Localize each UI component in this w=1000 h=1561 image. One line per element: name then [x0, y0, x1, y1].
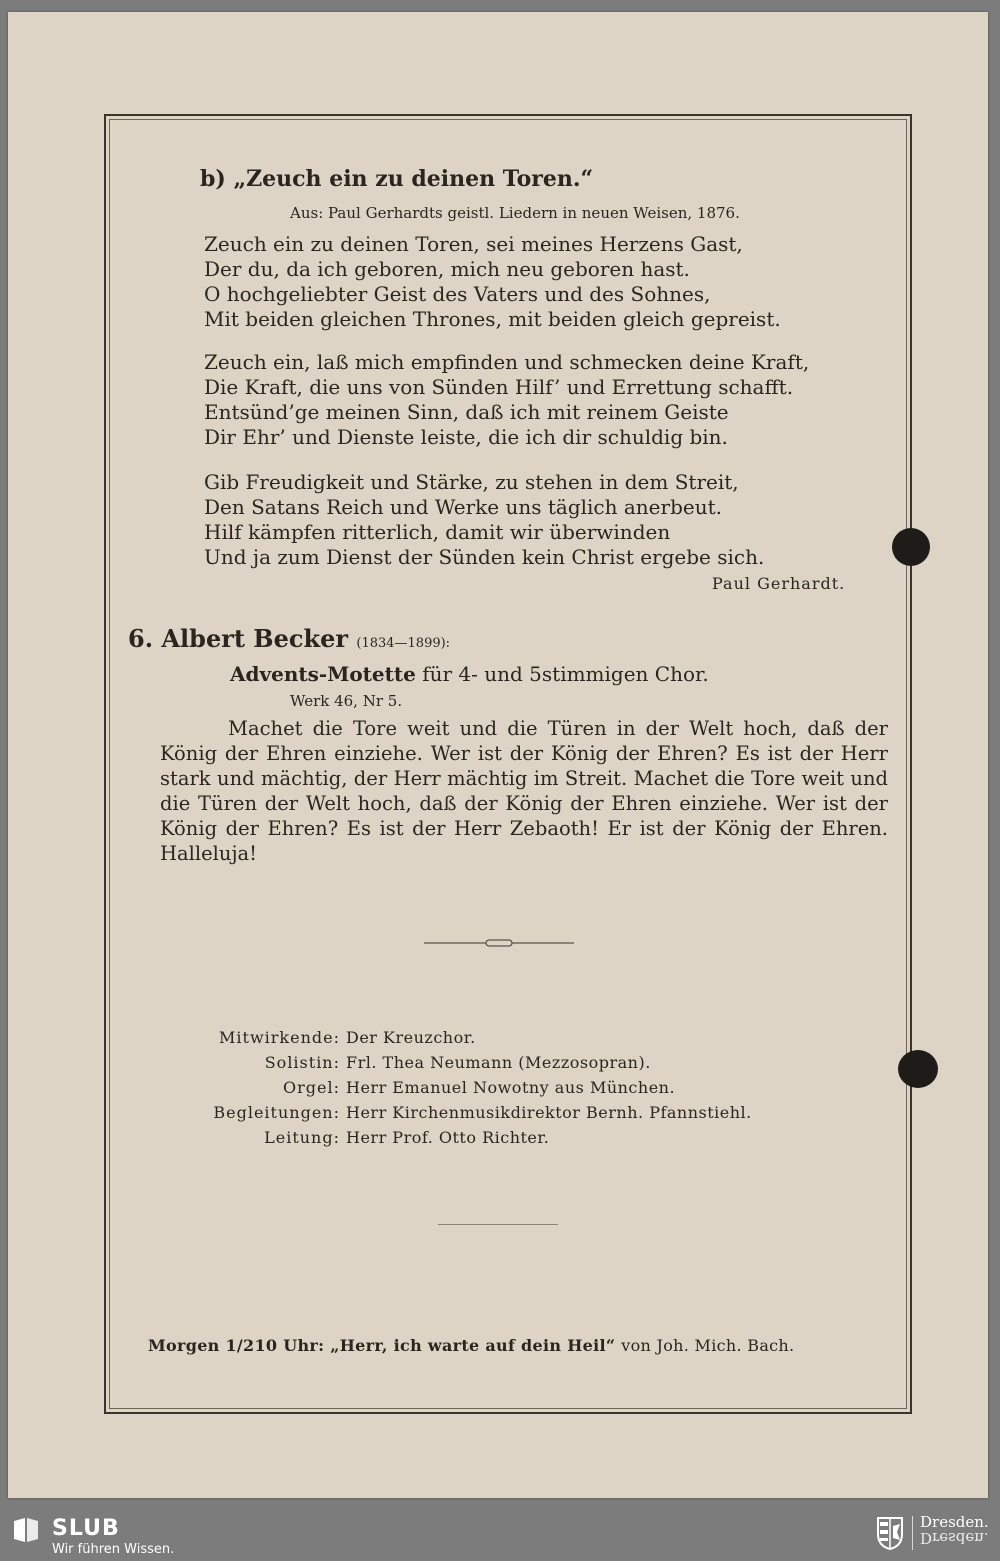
dresden-logo [920, 1514, 989, 1546]
section-b-author: Paul Gerhardt. [712, 574, 846, 593]
branding-separator [912, 1516, 913, 1550]
short-divider [438, 1224, 558, 1225]
section-b-source: Aus: Paul Gerhardts geistl. Liedern in neuen Weisen, 1876. [290, 204, 740, 222]
credit-role: Solistin: [264, 1053, 340, 1072]
binding-hole-mark [898, 1050, 938, 1088]
verse-line: Der du, da ich geboren, mich neu geboren hast. [204, 257, 690, 281]
credit-name: Der Kreuzchor. [346, 1028, 476, 1047]
branding-bar [0, 1508, 1000, 1561]
verse-line: Entsünd’ge meinen Sinn, daß ich mit reinem Geiste [204, 400, 729, 424]
verse-line: Die Kraft, die uns von Sünden Hilf’ und Errettung schafft. [204, 375, 794, 399]
credit-name: Herr Kirchenmusikdirektor Bernh. Pfannstiehl. [346, 1103, 752, 1122]
dresden-logo-reflection: Dresden. [920, 1529, 989, 1547]
credit-name: Frl. Thea Neumann (Mezzosopran). [346, 1053, 651, 1072]
verse-line: O hochgeliebter Geist des Vaters und des Sohnes, [204, 282, 711, 306]
credit-role: Orgel: [283, 1078, 340, 1097]
credit-role: Leitung: [264, 1128, 340, 1147]
section-b-title: b) „Zeuch ein zu deinen Toren.“ [200, 166, 594, 192]
credit-name: Herr Emanuel Nowotny aus München. [346, 1078, 676, 1097]
verse-line: Dir Ehr’ und Dienste leiste, die ich dir schuldig bin. [204, 425, 728, 449]
credit-role: Mitwirkende: [219, 1028, 340, 1047]
composer-heading [128, 624, 450, 653]
verse-line: Hilf kämpfen ritterlich, damit wir überwinden [204, 520, 671, 544]
section-number: 6. [128, 624, 154, 653]
verse-line: Mit beiden gleichen Thrones, mit beiden gleich gepreist. [204, 307, 781, 331]
footer-announcement [148, 1336, 794, 1355]
footer-lead: Morgen 1/210 Uhr: „Herr, ich warte auf dein Heil“ [148, 1336, 616, 1355]
dresden-logo-text: Dresden. [920, 1513, 989, 1531]
ornament-divider [424, 935, 574, 951]
motet-text: Machet die Tore weit und die Türen in der Welt hoch, daß der König der Ehren einziehe. Wer ist der König der Ehren? Es ist der Herr stark und mächtig, der Herr mächtig im Streit. Machet die Tore weit und die Türen der Welt hoch, daß der König der Ehren einziehe. Wer ist der König der Ehren? Es ist der Herr Zebaoth! Er ist der König der Ehren. Halleluja! [160, 717, 888, 865]
composer-years: (1834—1899): [356, 636, 451, 651]
book-logo-icon [12, 1516, 40, 1544]
credit-role: Begleitungen: [213, 1103, 340, 1122]
work-description: für 4- und 5stimmigen Chor. [422, 662, 709, 686]
city-crest-icon [876, 1516, 904, 1550]
work-number: Werk 46, Nr 5. [290, 692, 403, 710]
composer-name: Albert Becker [161, 624, 349, 653]
verse-line: Den Satans Reich und Werke uns täglich anerbeut. [204, 495, 722, 519]
footer-rest: von Joh. Mich. Bach. [621, 1336, 795, 1355]
work-title: Advents-Motette [230, 662, 416, 686]
verse-line: Und ja zum Dienst der Sünden kein Christ ergebe sich. [204, 545, 765, 569]
slub-tagline: Wir führen Wissen. [52, 1542, 175, 1557]
binding-hole-mark [892, 528, 930, 566]
work-title-line [230, 662, 709, 686]
verse-line: Zeuch ein zu deinen Toren, sei meines Herzens Gast, [204, 232, 743, 256]
verse-line: Gib Freudigkeit und Stärke, zu stehen in dem Streit, [204, 470, 739, 494]
credit-name: Herr Prof. Otto Richter. [346, 1128, 550, 1147]
slub-logo-text: SLUB [52, 1516, 120, 1541]
verse-line: Zeuch ein, laß mich empfinden und schmecken deine Kraft, [204, 350, 810, 374]
